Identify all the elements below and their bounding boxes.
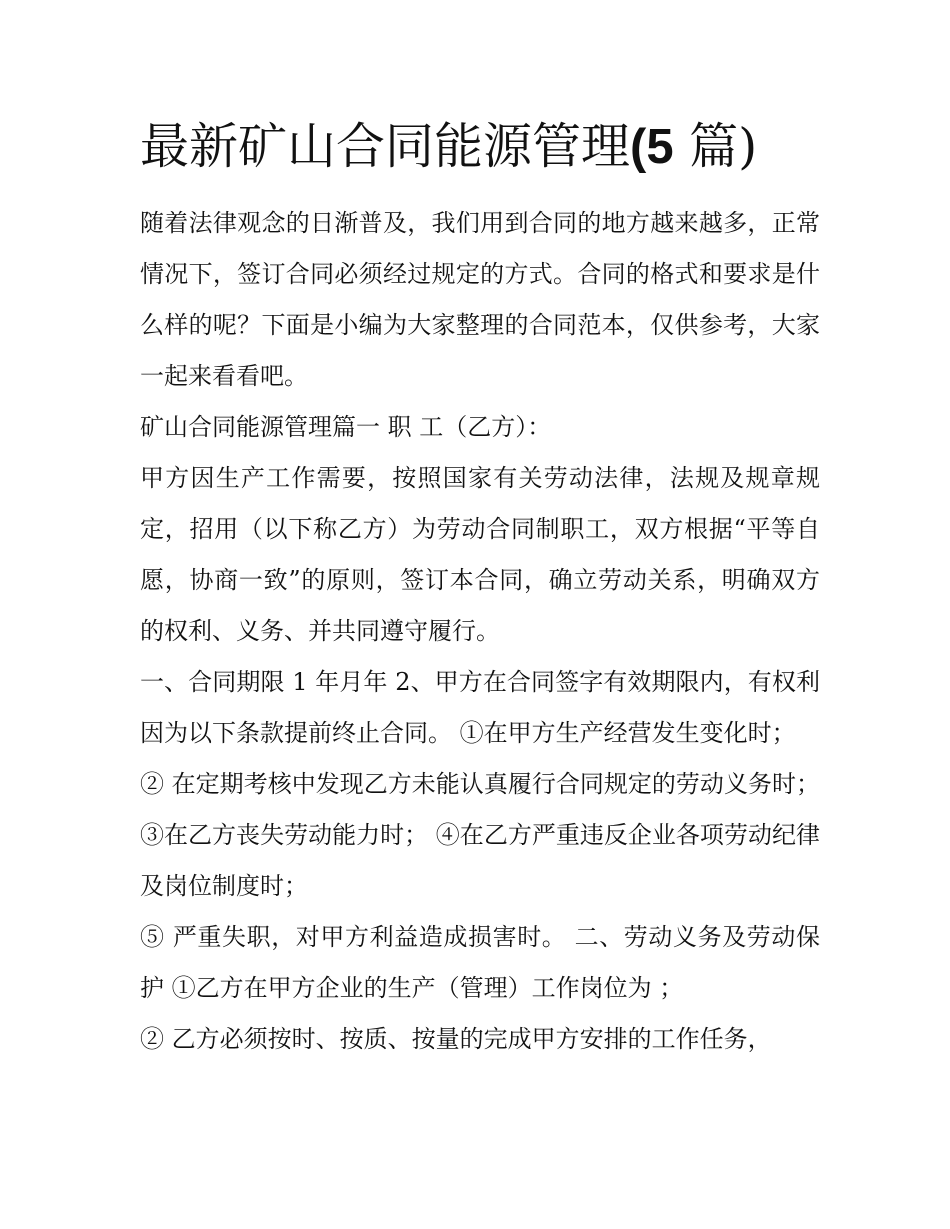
document-body — [140, 198, 820, 1065]
intro-paragraph: 随着法律观念的日渐普及，我们用到合同的地方越来越多，正常情况下，签订合同必须经过规定的方式。合同的格式和要求是什么样的呢？下面是小编为大家整理的合同范本，仅供参考，大家一起来看看吧。 — [140, 209, 820, 390]
title-main: 最新矿山合同能源管理 — [140, 118, 631, 175]
contract-preamble: 甲方因生产工作需要，按照国家有关劳动法律，法规及规章规定，招用（以下称乙方）为劳动合同制职工，双方根据“平等自愿，协商一致”的原则，签订本合同，确立劳动关系，明确双方的权利、义务、并共同遵守履行。 — [140, 464, 820, 645]
document-title — [140, 116, 840, 178]
clause-termination-conditions: ② 在定期考核中发现乙方未能认真履行合同规定的劳动义务时； ③在乙方丧失劳动能力时； ④在乙方严重违反企业各项劳动纪律及岗位制度时； — [140, 770, 820, 900]
title-tail: 篇) — [689, 118, 758, 175]
clause-labor-obligations: ⑤ 严重失职，对甲方利益造成损害时。 二、劳动义务及劳动保护 ①乙方在甲方企业的生产（管理）工作岗位为 ； — [140, 923, 820, 1002]
clause-work-tasks: ② 乙方必须按时、按质、按量的完成甲方安排的工作任务， — [140, 1025, 772, 1053]
clause-term: 一、合同期限 1 年月年 2、甲方在合同签字有效期限内，有权利因为以下条款提前终止合同。 ①在甲方生产经营发生变化时； — [140, 668, 820, 747]
title-count: (5 — [630, 120, 674, 174]
section-heading: 矿山合同能源管理篇一 职 工（乙方）： — [140, 413, 552, 441]
